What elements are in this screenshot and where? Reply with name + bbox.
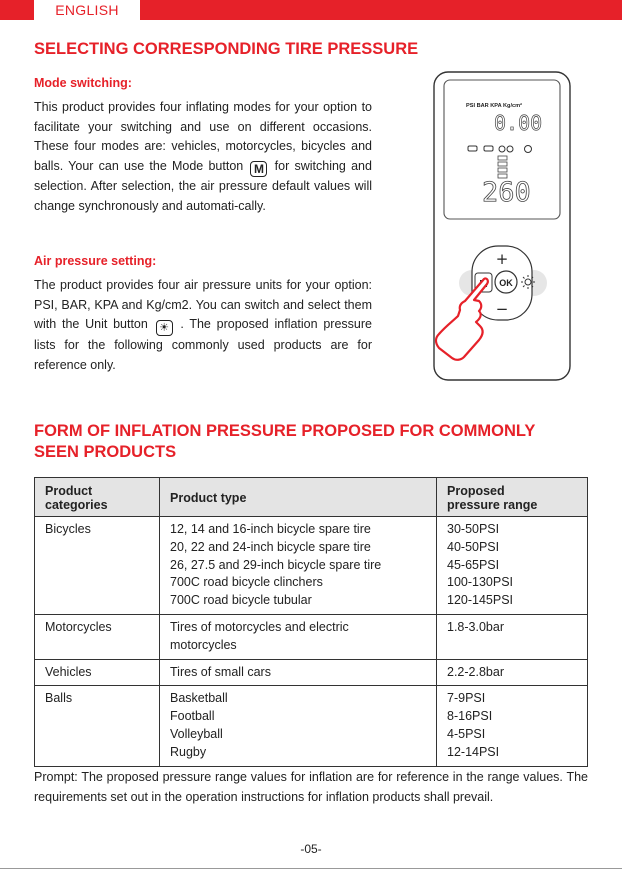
prompt-text: Prompt: The proposed pressure range values for inflation are for reference in the range values. The requirements set out in the operation instructions for inflation products shall prevail. (34, 770, 588, 804)
table-header-row (35, 478, 588, 517)
cell-types: 12, 14 and 16-inch bicycle spare tire 20, 22 and 24-inch bicycle spare tire 26, 27.5 and 29-inch bicycle spare tire 700C road bicycle clinchers 700C road bicycle tubular (160, 517, 437, 615)
cell-types: Tires of motorcycles and electric motorcycles (160, 614, 437, 659)
cell-category: Motorcycles (35, 614, 160, 659)
bottom-rule (0, 868, 622, 869)
header-category: Product categories (35, 478, 160, 517)
cell-ranges: 7-9PSI 8-16PSI 4-5PSI 12-14PSI (437, 686, 588, 766)
pressure-text-before: The product provides four air pressure units for your option: PSI, BAR, KPA and Kg/cm2. You can switch and select them with the Unit button (34, 278, 372, 332)
mode-paragraph (34, 98, 372, 217)
table-row (35, 686, 588, 766)
section2-title-line2: SEEN PRODUCTS (34, 443, 177, 461)
table-row (35, 517, 588, 615)
page-number: -05- (300, 842, 322, 856)
table-row (35, 614, 588, 659)
cell-ranges: 30-50PSI 40-50PSI 45-65PSI 100-130PSI 120-145PSI (437, 517, 588, 615)
pressure-paragraph (34, 276, 372, 376)
section2-title-line1: FORM OF INFLATION PRESSURE PROPOSED FOR COMMONLY (34, 422, 536, 440)
cell-category: Bicycles (35, 517, 160, 615)
header-range: Proposed pressure range (437, 478, 588, 517)
section2-title (34, 421, 535, 463)
language-tab: ENGLISH (34, 0, 140, 22)
cell-ranges: 1.8-3.0bar (437, 614, 588, 659)
device-illustration (432, 70, 572, 382)
minus-button: − (495, 300, 509, 318)
cell-types: Basketball Football Volleyball Rugby (160, 686, 437, 766)
header-type: Product type (160, 478, 437, 517)
ok-button: OK (499, 278, 513, 288)
mode-text-before: This product provides four inflating modes for your option to facilitate your switching and use on different occasions. These four modes are: vehicles, motorcycles, bicycles and balls. Your can use the Mode button (34, 100, 372, 174)
cell-category: Vehicles (35, 659, 160, 686)
plus-button: + (495, 250, 509, 268)
mode-heading: Mode switching: (34, 76, 132, 90)
units-label: PSI BAR KPA Kg/cm² (466, 103, 522, 109)
cell-types: Tires of small cars (160, 659, 437, 686)
m-icon: M (250, 161, 267, 177)
section-title: SELECTING CORRESPONDING TIRE PRESSURE (34, 40, 419, 58)
sun-icon: ☀ (156, 320, 173, 336)
top-value: 0.00 (494, 111, 543, 135)
table-row (35, 659, 588, 686)
mode-text-after: for switching and selection. After selection, the air pressure default values will change synchronously and automati-cally. (34, 159, 372, 213)
pressure-table (34, 477, 588, 767)
cell-ranges: 2.2-2.8bar (437, 659, 588, 686)
pressure-text-after: . The proposed inflation pressure lists for the following commonly used products are for reference only. (34, 317, 372, 373)
pressure-heading: Air pressure setting: (34, 254, 157, 268)
cell-category: Balls (35, 686, 160, 766)
bottom-value: 260 (482, 177, 531, 208)
